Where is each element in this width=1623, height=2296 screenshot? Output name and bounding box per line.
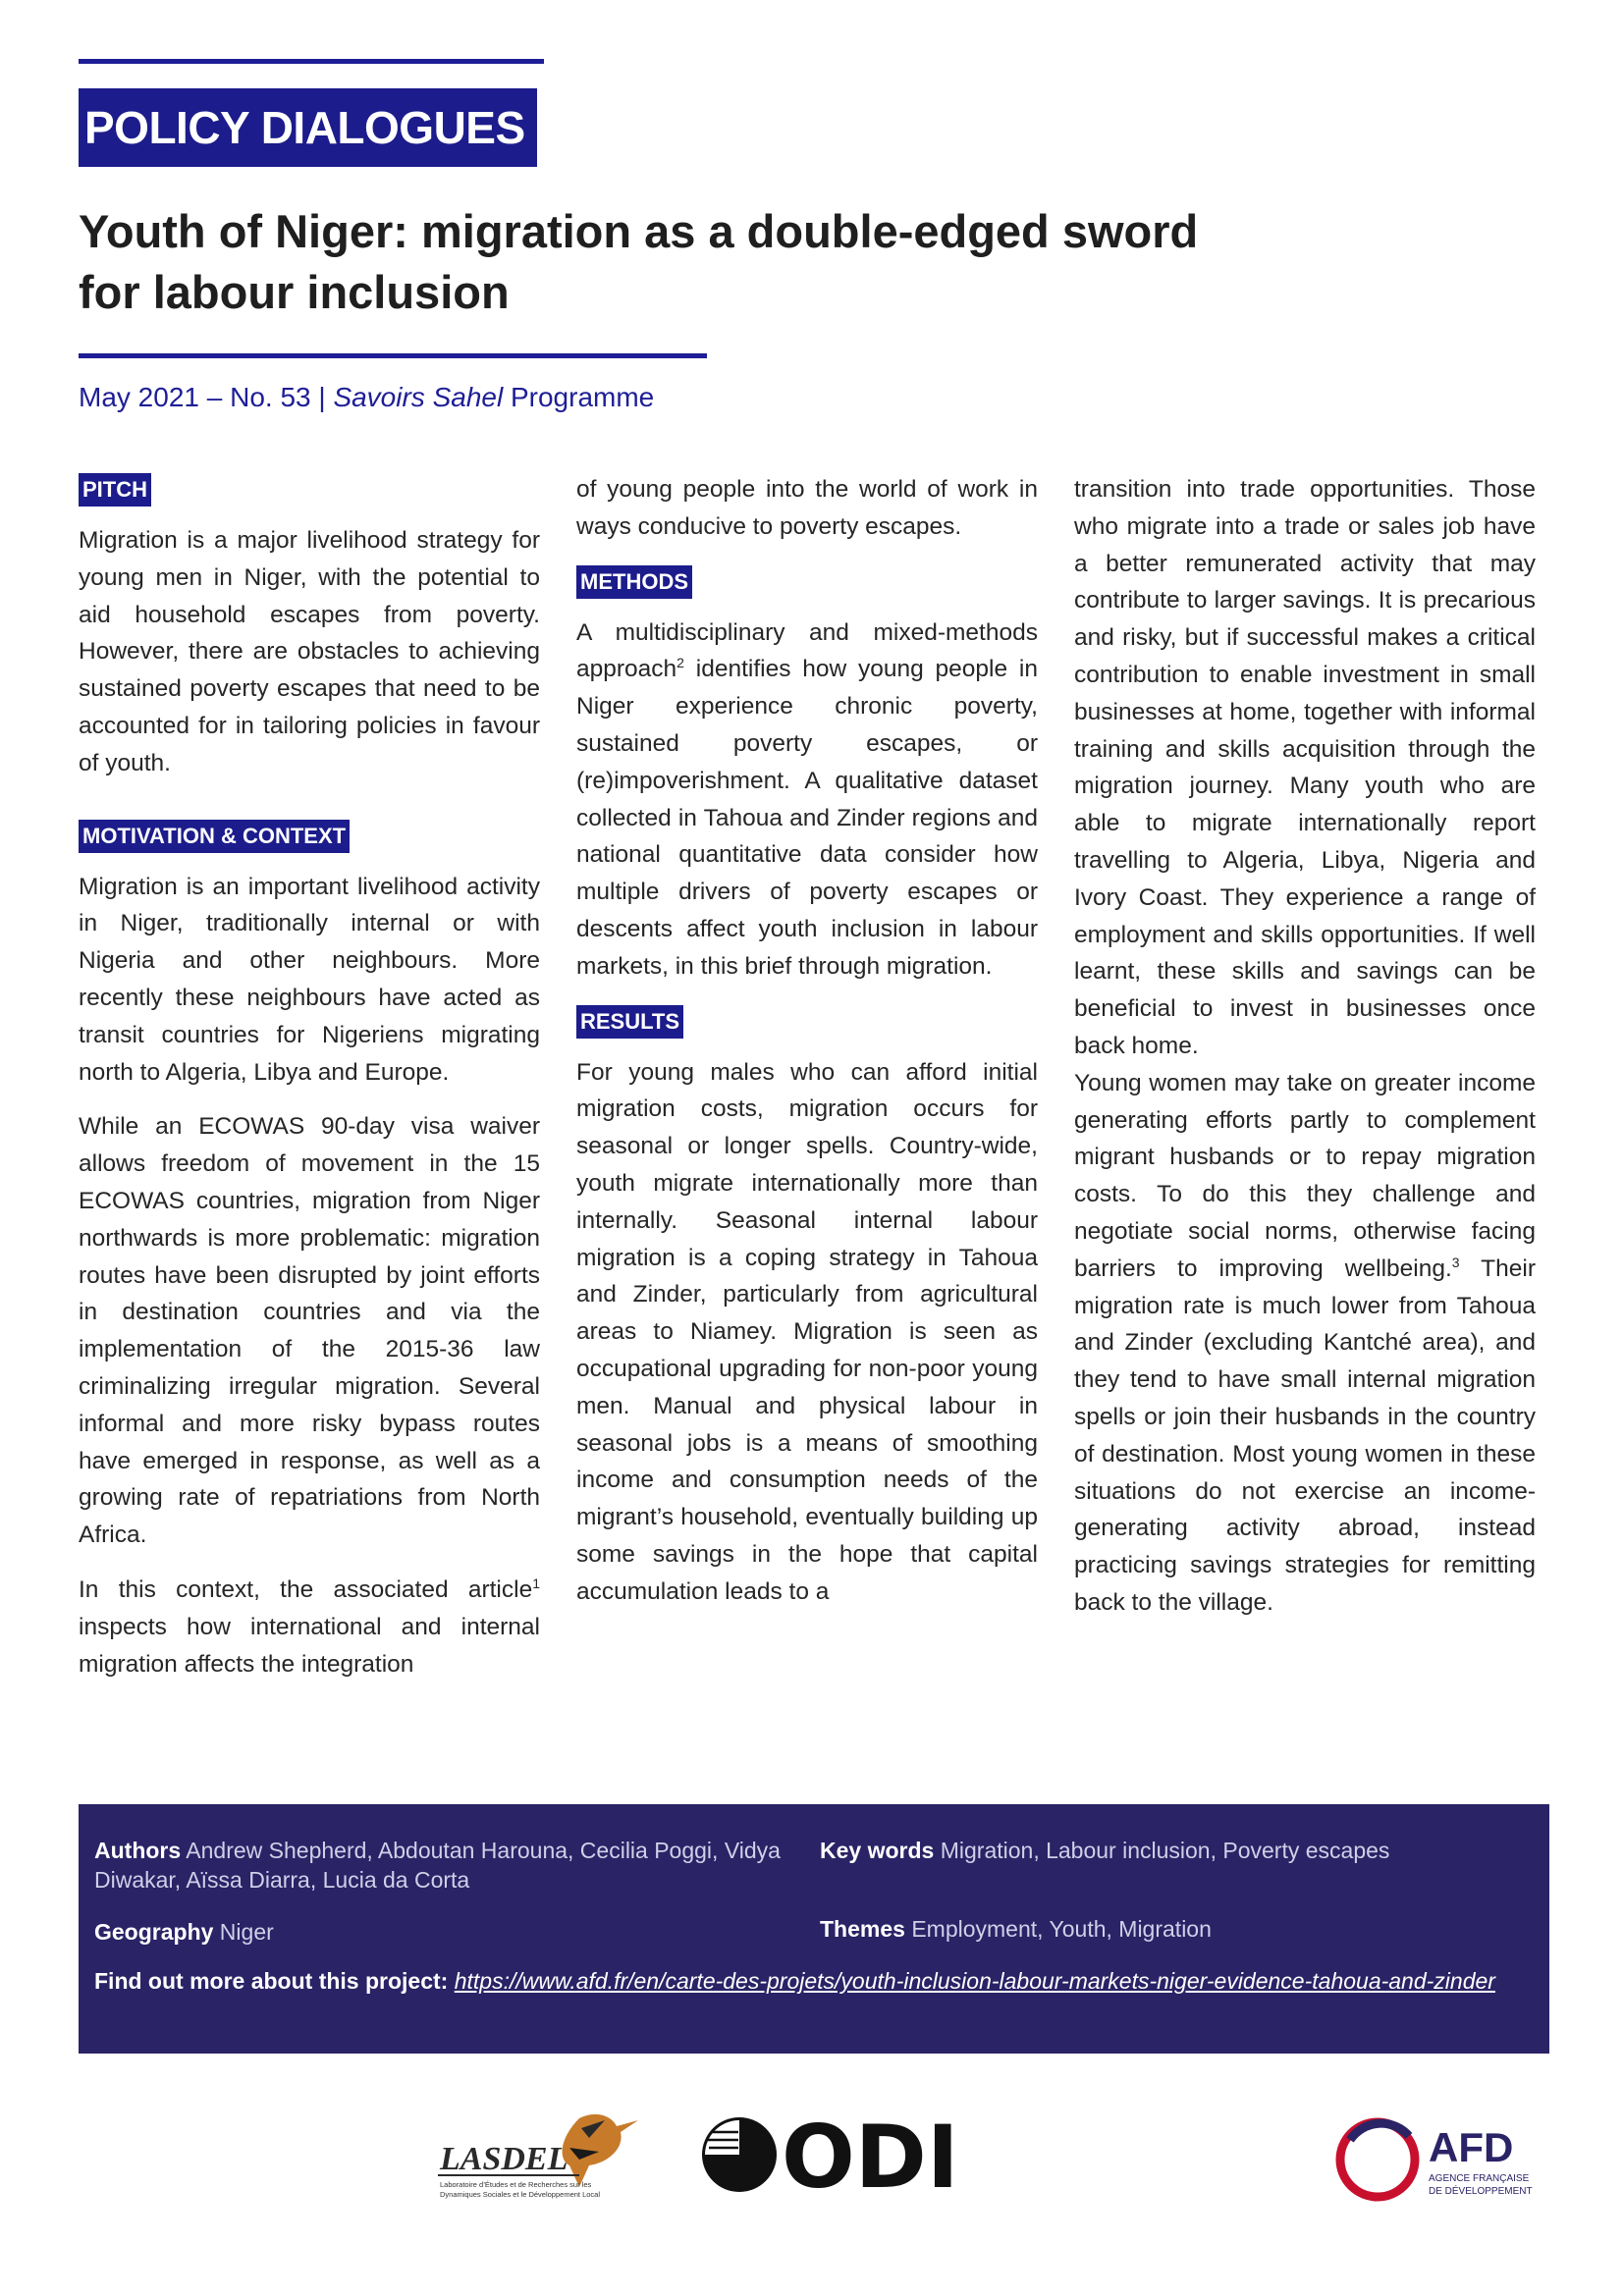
afd-wordmark: AFD [1429, 2124, 1514, 2170]
methods-text-b: identifies how young people in Niger experience chronic poverty, sustained poverty escapes, or (re)impoverishment. A qualitative dataset collected in Tahoua and Zinder regions and national quantitative data consider how multiple drivers of poverty escapes or descents affect youth inclusion in labour markets, in this brief through migration. [576, 656, 1038, 980]
footnote-ref-3: 3 [1451, 1254, 1460, 1270]
column-1 [79, 471, 540, 1682]
themes [820, 1914, 1212, 1944]
authors-value: Andrew Shepherd, Abdoutan Harouna, Cecilia Poggi, Vidya Diwakar, Aïssa Diarra, Lucia da Corta [94, 1838, 781, 1893]
results-paragraph-2: transition into trade opportunities. Those who migrate into a trade or sales job have a better remunerated activity that may contribute to larger savings. It is precarious and risky, but if successful makes a critical contribution to enable investment in small businesses at home, together with informal training and skills acquisition through the migration journey. Many youth who are able to migrate internationally report travelling to Algeria, Libya, Nigeria and Ivory Coast. They experience a range of employment and skills opportunities. If well learnt, these skills and savings can be beneficial to invest in businesses once back home. [1074, 476, 1536, 1059]
key-words [820, 1836, 1527, 1865]
results-heading: RESULTS [576, 1005, 683, 1039]
results-p3-text-a: Young women may take on greater income generating efforts partly to complement migrant husbands or to repay migration costs. To do this they challenge and negotiate social norms, otherwise facing barriers to improving wellbeing. [1074, 1069, 1536, 1282]
results-p3-text-b: Their migration rate is much lower from Tahoua and Zinder (excluding Kantché area), and they tend to have small internal migration spells or join their husbands in the country of destination. Most young women in these situations do not exercise an income-generating activity abroad, instead practicing savings strategies for remitting back to the village. [1074, 1255, 1536, 1616]
lasdel-wordmark: LASDEL [440, 2141, 568, 2177]
pitch-heading: PITCH [79, 473, 151, 507]
motivation-paragraph-2: While an ECOWAS 90-day visa waiver allows freedom of movement in the 15 ECOWAS countries, migration from Niger northwards is more problematic: migration routes have been disrupted by joint efforts in destination countries and via the implementation of the 2015-36 law criminalizing irregular migration. Several informal and more risky bypass routes have emerged in response, as well as a growing rate of repatriations from North Africa. [79, 1113, 540, 1549]
motivation-paragraph-3 [79, 1572, 540, 1682]
footnote-ref-2: 2 [676, 655, 684, 671]
geography [94, 1917, 274, 1947]
authors-label: Authors [94, 1838, 182, 1863]
methods-text-a: A multidisciplinary and mixed-methods approach [576, 618, 1038, 683]
motivation-p3-text-b: inspects how international and internal migration affects the integration [79, 1613, 540, 1678]
odi-logo [695, 2107, 959, 2208]
lasdel-subtitle-2: Dynamiques Sociales et le Développement Local [440, 2190, 601, 2199]
authors [94, 1836, 782, 1895]
column-2 [576, 471, 1038, 1611]
info-box [79, 1804, 1549, 2054]
column-3 [1074, 471, 1536, 1622]
keywords-label: Key words [820, 1838, 935, 1863]
dateline [79, 378, 654, 417]
page-title [79, 201, 1453, 323]
title-line-1: Youth of Niger: migration as a double-edged sword [79, 205, 1199, 257]
title-line-2: for labour inclusion [79, 266, 510, 318]
afd-logo [1330, 2110, 1556, 2209]
themes-label: Themes [820, 1916, 905, 1942]
policy-dialogues-badge: POLICY DIALOGUES [79, 88, 537, 167]
motivation-paragraph-1: Migration is an important livelihood activity in Niger, traditionally internal or with Nigeria and other neighbours. More recently these neighbours have acted as transit countries for Nigeriens migrating north to Algeria, Libya and Europe. [79, 873, 540, 1086]
title-rule [79, 353, 707, 358]
project-link[interactable]: https://www.afd.fr/en/carte-des-projets/youth-inclusion-labour-markets-niger-evidence-tahoua-and-zinder [454, 1968, 1495, 1994]
methods-text [576, 614, 1038, 986]
keywords-value: Migration, Labour inclusion, Poverty escapes [934, 1838, 1390, 1863]
find-out-more [94, 1964, 1528, 1998]
geography-label: Geography [94, 1919, 214, 1945]
date-suffix: Programme [503, 382, 655, 412]
geography-value: Niger [213, 1919, 274, 1945]
find-out-more-label: Find out more about this project: [94, 1968, 449, 1994]
results-paragraph-1: For young males who can afford initial migration costs, migration occurs for seasonal or longer spells. Country-wide, youth migrate internationally more than internally. Seasonal internal labour migration is a coping strategy in Tahoua and Zinder, particularly from agricultural areas to Niamey. Migration is seen as occupational upgrading for non-poor young men. Manual and physical labour in seasonal jobs is a means of smoothing income and consumption needs of the migrant’s household, eventually building up some savings in the hope that capital accumulation leads to a [576, 1058, 1038, 1605]
motivation-p3-text-a: In this context, the associated article [79, 1575, 533, 1603]
top-rule [79, 59, 544, 64]
column-2-continuation: of young people into the world of work in ways conducive to poverty escapes. [576, 476, 1038, 540]
results-paragraph-3 [1074, 1065, 1536, 1622]
themes-value: Employment, Youth, Migration [904, 1916, 1212, 1942]
motivation-heading: MOTIVATION & CONTEXT [79, 820, 350, 853]
programme-name: Savoirs Sahel [333, 382, 504, 412]
afd-subtitle-2: DE DÉVELOPPEMENT [1429, 2186, 1533, 2197]
lasdel-logo [432, 2109, 648, 2207]
methods-heading: METHODS [576, 565, 692, 599]
pitch-text: Migration is a major livelihood strategy for young men in Niger, with the potential to aid household escapes from poverty. However, there are obstacles to achieving sustained poverty escapes that need to be accounted for in tailoring policies in favour of youth. [79, 527, 540, 776]
lasdel-subtitle-1: Laboratoire d’Études et de Recherches sur les [440, 2180, 592, 2189]
footnote-ref-1: 1 [532, 1575, 540, 1591]
date-prefix: May 2021 – No. 53 | [79, 382, 334, 412]
afd-subtitle-1: AGENCE FRANÇAISE [1429, 2173, 1530, 2184]
odi-wordmark: ODI [782, 2107, 959, 2208]
